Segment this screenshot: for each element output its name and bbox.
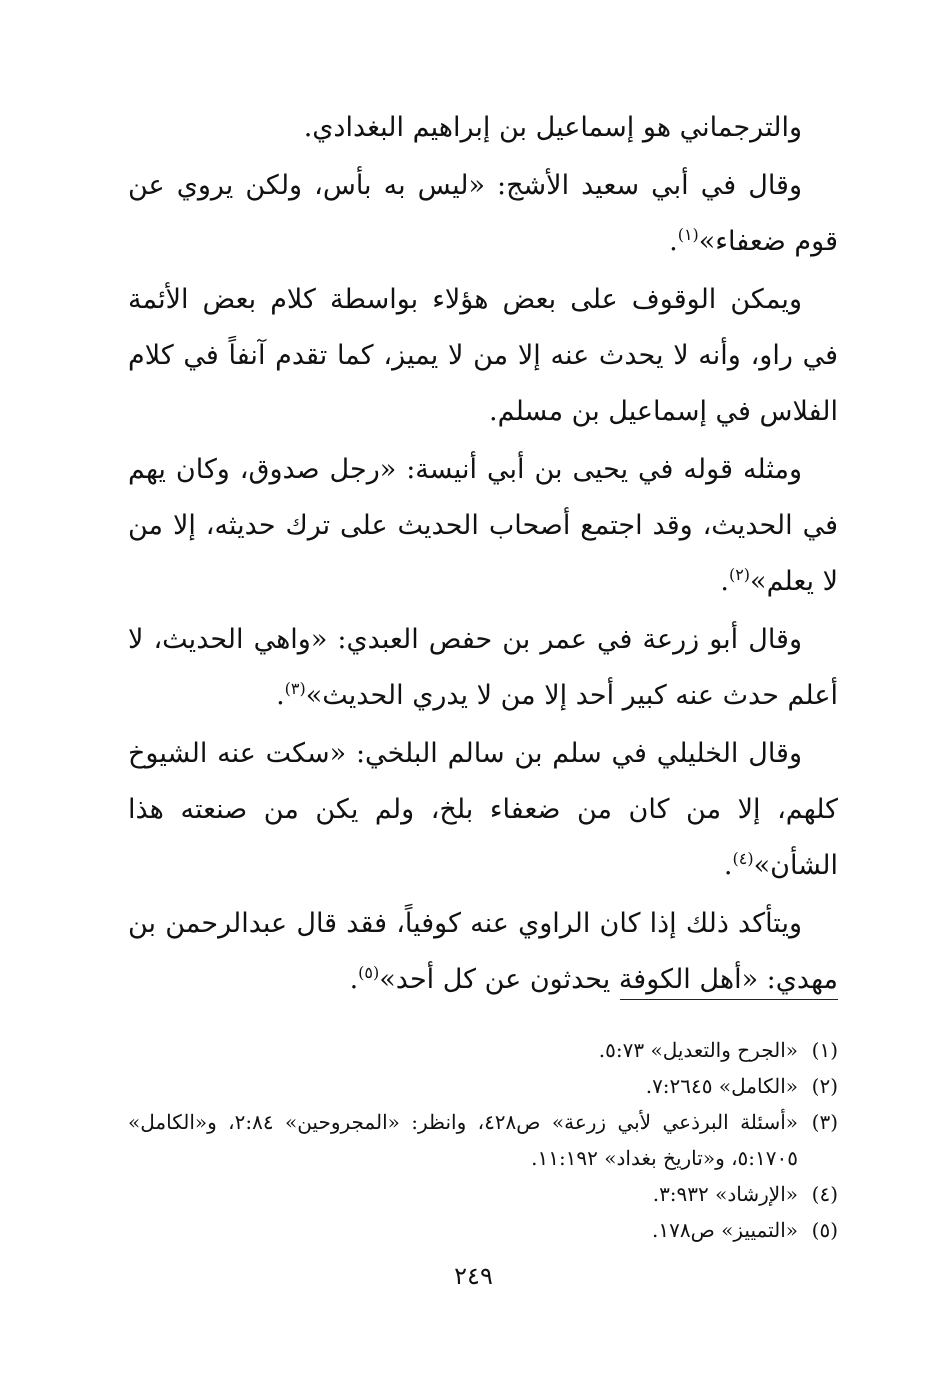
footnote-text: «الجرح والتعديل» ٥:٧٣. (598, 1038, 798, 1062)
paragraph-text: والترجماني هو إسماعيل بن إبراهيم البغدادي. (303, 112, 802, 143)
main-text (128, 100, 838, 1008)
footnote-item (128, 1176, 838, 1212)
paragraph-1 (128, 100, 838, 156)
paragraph-text: وقال في أبي سعيد الأشج: «ليس به بأس، ولكن يروي عن قوم ضعفاء» (128, 170, 838, 257)
paragraph-6 (128, 726, 838, 894)
paragraph-5 (128, 612, 838, 724)
footnote-text: «أسئلة البرذعي لأبي زرعة» ص٤٢٨، وانظر: «المجروحين» ٢:٨٤، و«الكامل» ٥:١٧٠٥، و«تاريخ بغداد» ١١:١٩٢. (128, 1110, 799, 1170)
footnote-ref[interactable]: (٤) (732, 849, 754, 868)
footnote-number: (٤) (811, 1182, 838, 1206)
footnote-number: (٢) (811, 1074, 838, 1098)
footnotes (128, 1032, 838, 1248)
footnote-ref[interactable]: (٣) (284, 679, 306, 698)
paragraph-text: ويمكن الوقوف على بعض هؤلاء بواسطة كلام بعض الأئمة في راو، وأنه لا يحدث عنه إلا من لا يميز، كما تقدم آنفاً في كلام الفلاس في إسماعيل بن مسلم. (128, 284, 838, 427)
footnote-ref[interactable]: (٢) (728, 565, 751, 584)
paragraph-end: . (720, 566, 729, 597)
paragraph-end: . (723, 850, 733, 881)
footnote-item (128, 1032, 838, 1068)
footnote-text: «الإرشاد» ٣:٩٣٢. (652, 1182, 798, 1206)
paragraph-end: . (276, 680, 285, 711)
paragraph-text: وقال الخليلي في سلم بن سالم البلخي: «سكت عنه الشيوخ كلهم، إلا من كان من ضعفاء بلخ، ولم يكن من صنعته هذا الشأن» (128, 738, 838, 881)
paragraph-text: ويتأكد ذلك إذا كان الراوي عنه كوفياً، فقد قال عبدالرحمن بن مهدي: «أهل الكوفة يحدثون عن كل أحد» (128, 908, 838, 995)
footnote-item (128, 1212, 838, 1248)
paragraph-4 (128, 442, 838, 610)
footnote-ref[interactable]: (١) (677, 225, 699, 244)
paragraph-3 (128, 272, 838, 440)
footnote-text: «التمييز» ص١٧٨. (652, 1218, 798, 1242)
paragraph-end: . (349, 964, 359, 995)
footnote-number: (١) (811, 1038, 838, 1062)
paragraph-text: ومثله قوله في يحيى بن أبي أنيسة: «رجل صدوق، وكان يهم في الحديث، وقد اجتمع أصحاب الحديث على ترك حديثه، إلا من لا يعلم» (128, 454, 838, 597)
footnote-number: (٥) (811, 1218, 838, 1242)
footnote-separator (620, 999, 838, 1000)
footnote-number: (٣) (811, 1110, 838, 1134)
paragraph-end: . (669, 226, 678, 257)
page-number: ٢٤٩ (454, 1262, 493, 1290)
paragraph-2 (128, 158, 838, 270)
paragraph-7 (128, 896, 838, 1008)
footnote-item (128, 1068, 838, 1104)
footnote-ref[interactable]: (٥) (358, 963, 380, 982)
paragraph-text: وقال أبو زرعة في عمر بن حفص العبدي: «واهي الحديث، لا أعلم حدث عنه كبير أحد إلا من لا يدري الحديث» (128, 624, 838, 711)
footnote-text: «الكامل» ٧:٢٦٤٥. (645, 1074, 798, 1098)
footnote-item (128, 1104, 838, 1176)
